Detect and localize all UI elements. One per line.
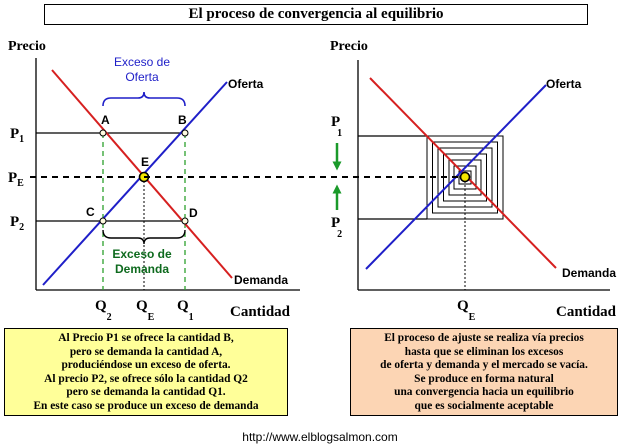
left-point-a-label: A [101,113,110,127]
right-diagram [330,39,617,323]
left-supply-label: Oferta [228,77,264,91]
left-point-e-label: E [141,155,150,169]
left-p2-label: $P_2$ [10,214,25,233]
left-qe-label: $Q_E$ [136,298,155,323]
caption-right [350,328,618,416]
caption-right-line: una convergencia hacia un equilibrio [394,386,574,399]
excess-supply-label-line2: Oferta [125,70,159,84]
caption-right-line: hasta que se eliminan los excesos [404,345,564,358]
right-p2-label: P 2 [331,215,343,240]
caption-left-line: En este caso se produce un exceso de demanda [33,399,259,412]
left-point-d-label: D [189,206,198,220]
right-p1-label: P 1 [331,114,343,139]
excess-supply-brace [103,92,185,106]
left-p1-label: $P_1$ [10,126,25,145]
left-point-d-marker [182,218,188,224]
footer-url[interactable]: http://www.elblogsalmon.com [242,430,398,444]
caption-left-line: pero se demanda la cantidad Q1. [66,386,226,399]
caption-right-line: Se produce en forma natural [414,372,554,385]
left-point-b-label: B [178,113,187,127]
left-diagram [8,39,300,323]
caption-left-line: Al Precio P1 se ofrece la cantidad B, [58,332,234,344]
right-x-axis-label: Cantidad [556,304,617,320]
caption-right-line: que es socialmente aceptable [414,399,554,412]
excess-demand-label-line1: Exceso de [112,247,172,261]
caption-left-line: produciéndose un exceso de oferta. [61,359,231,372]
left-point-a-marker [100,130,106,136]
right-qe-label: $Q_E$ [457,298,476,323]
excess-supply-label-line1: Exceso de [113,55,171,69]
page-title: El proceso de convergencia al equilibrio [44,4,588,25]
caption-left-line: Al precio P2, se ofrece sólo la cantidad Q2 [44,372,248,385]
caption-right-line: de oferta y demanda y el mercado se vacía. [380,359,588,372]
left-q2-label: $Q_2$ [95,298,112,323]
left-point-c-marker [100,218,106,224]
right-supply-label: Oferta [546,77,582,91]
caption-left-line: pero se demanda la cantidad A, [69,345,223,358]
left-x-axis-label: Cantidad [230,304,291,320]
left-demand-label: Demanda [234,273,289,287]
caption-right-line: El proceso de ajuste se realiza vía precios [384,332,584,344]
caption-left [4,328,288,416]
left-point-c-label: C [86,205,95,219]
right-demand-label: Demanda [562,266,617,280]
right-equilibrium-marker [461,173,470,182]
excess-demand-label-line2: Demanda [114,262,170,276]
left-pe-label: $P_E$ [8,170,24,189]
left-point-b-marker [182,130,188,136]
right-y-axis-label: Precio [330,39,368,54]
left-y-axis-label: Precio [8,39,46,54]
left-q1-label: $Q_1$ [177,298,194,323]
